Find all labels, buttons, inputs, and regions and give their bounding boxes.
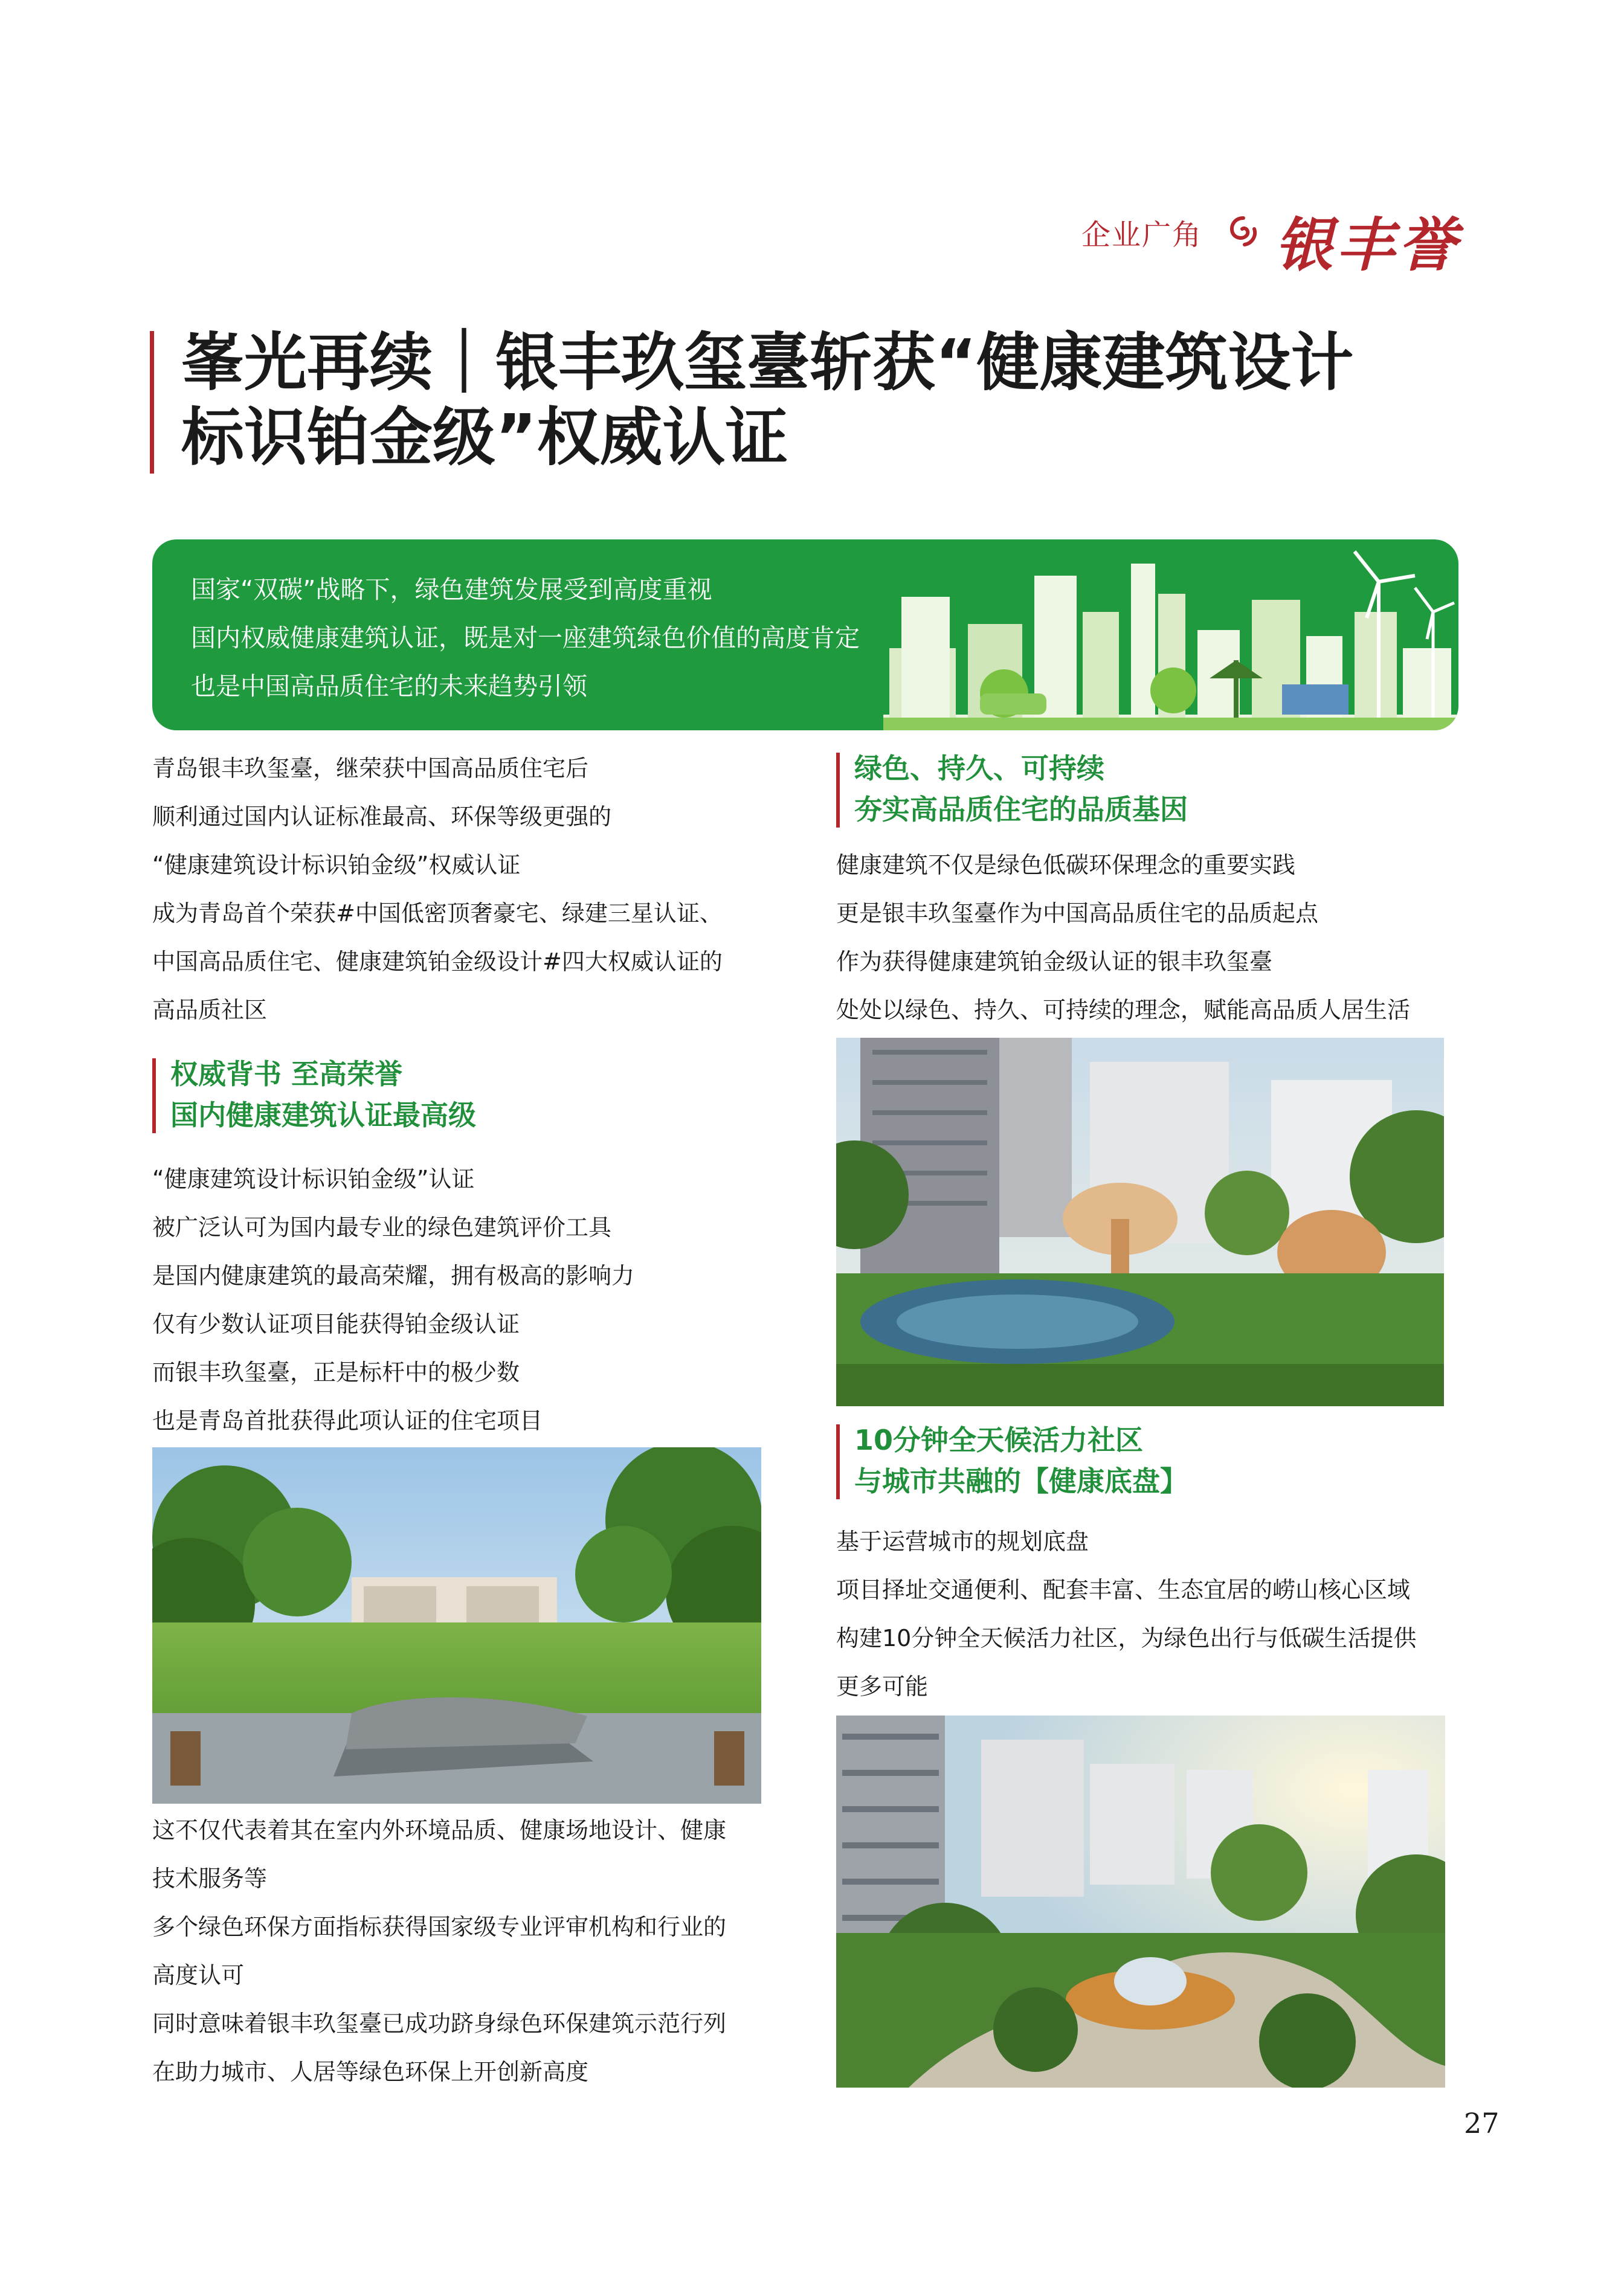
body-line: 在助力城市、人居等绿色环保上开创新高度	[152, 2059, 589, 2085]
heading-line: 绿色、持久、可持续	[854, 752, 1104, 785]
heading-text	[170, 1053, 476, 1136]
body-line: 项目择址交通便利、配套丰富、生态宜居的崂山核心区域	[836, 1577, 1411, 1603]
intro-line: “健康建筑设计标识铂金级”权威认证	[152, 852, 521, 878]
section-heading-authority	[152, 1053, 756, 1138]
body-line: 更多可能	[836, 1673, 929, 1700]
brand-logo-text: 银丰誉	[1275, 211, 1460, 279]
body-line: 仅有少数认证项目能获得铂金级认证	[152, 1311, 520, 1337]
courtyard-photo	[836, 1038, 1444, 1406]
page-number: 27	[1464, 2107, 1500, 2140]
body-line: 作为获得健康建筑铂金级认证的银丰玖玺臺	[836, 948, 1273, 975]
heading-line: 夯实高品质住宅的品质基因	[854, 793, 1188, 826]
intro-paragraph	[152, 744, 723, 1034]
conclusion-paragraph	[152, 1806, 726, 2096]
article-title	[181, 325, 1450, 475]
body-line: 构建10分钟全天候活力社区，为绿色出行与低碳生活提供	[836, 1625, 1417, 1651]
green-city-illustration	[883, 539, 1458, 730]
body-line: “健康建筑设计标识铂金级”认证	[152, 1166, 475, 1192]
intro-banner	[152, 539, 1458, 730]
swirl-logo-icon	[1226, 214, 1260, 248]
body-line: 处处以绿色、持久、可持续的理念，赋能高品质人居生活	[836, 997, 1411, 1023]
body-line: 也是青岛首批获得此项认证的住宅项目	[152, 1407, 543, 1434]
heading-text	[854, 1420, 1188, 1502]
banner-line-2: 国内权威健康建筑认证，既是对一座建筑绿色价值的高度肯定	[191, 623, 860, 652]
intro-line: 顺利通过国内认证标准最高、环保等级更强的	[152, 803, 612, 830]
body-line: 同时意味着银丰玖玺臺已成功跻身绿色环保建筑示范行列	[152, 2010, 727, 2037]
banner-line-1: 国家“双碳”战略下，绿色建筑发展受到高度重视	[191, 575, 712, 604]
aerial-community-photo	[836, 1716, 1445, 2088]
body-line: 更是银丰玖玺臺作为中国高品质住宅的品质起点	[836, 900, 1319, 927]
heading-accent-bar	[152, 1058, 156, 1133]
body-line: 这不仅代表着其在室内外环境品质、健康场地设计、健康	[152, 1817, 727, 1844]
body-line: 多个绿色环保方面指标获得国家级专业评审机构和行业的	[152, 1914, 727, 1940]
brand-logo	[1275, 199, 1460, 282]
heading-text	[854, 748, 1188, 830]
intro-line: 中国高品质住宅、健康建筑铂金级设计#四大权威认证的	[152, 948, 723, 975]
body-line: 基于运营城市的规划底盘	[836, 1528, 1089, 1555]
body-line: 是国内健康建筑的最高荣耀，拥有极高的影响力	[152, 1262, 635, 1289]
heading-line: 权威背书 至高荣誉	[170, 1058, 403, 1090]
garden-photo	[152, 1447, 761, 1804]
banner-line-3: 也是中国高品质住宅的未来趋势引领	[191, 672, 587, 701]
intro-line: 高品质社区	[152, 997, 268, 1023]
community-paragraph	[836, 1517, 1416, 1711]
title-accent-bar	[150, 331, 154, 474]
heading-line: 10分钟全天候活力社区	[854, 1424, 1144, 1456]
heading-line: 国内健康建筑认证最高级	[170, 1099, 476, 1131]
heading-accent-bar	[836, 753, 840, 828]
section-heading-community	[836, 1420, 1440, 1504]
body-line: 高度认可	[152, 1962, 245, 1989]
body-line: 健康建筑不仅是绿色低碳环保理念的重要实践	[836, 852, 1296, 878]
intro-line: 青岛银丰玖玺臺，继荣获中国高品质住宅后	[152, 755, 589, 782]
authority-paragraph	[152, 1155, 634, 1445]
heading-line: 与城市共融的【健康底盘】	[854, 1465, 1188, 1497]
heading-accent-bar	[836, 1424, 840, 1499]
green-paragraph	[836, 841, 1410, 1034]
title-line-2: 标识铂金级”权威认证	[181, 400, 788, 474]
body-line: 技术服务等	[152, 1865, 268, 1892]
intro-line: 成为青岛首个荣获#中国低密顶奢豪宅、绿建三星认证、	[152, 900, 723, 927]
body-line: 而银丰玖玺臺，正是标杆中的极少数	[152, 1359, 520, 1386]
body-line: 被广泛认可为国内最专业的绿色建筑评价工具	[152, 1214, 612, 1241]
title-line-1: 峯光再续｜银丰玖玺臺斩获“健康建筑设计	[181, 326, 1354, 399]
section-heading-green	[836, 748, 1440, 832]
section-label: 企业广角	[1081, 218, 1203, 252]
